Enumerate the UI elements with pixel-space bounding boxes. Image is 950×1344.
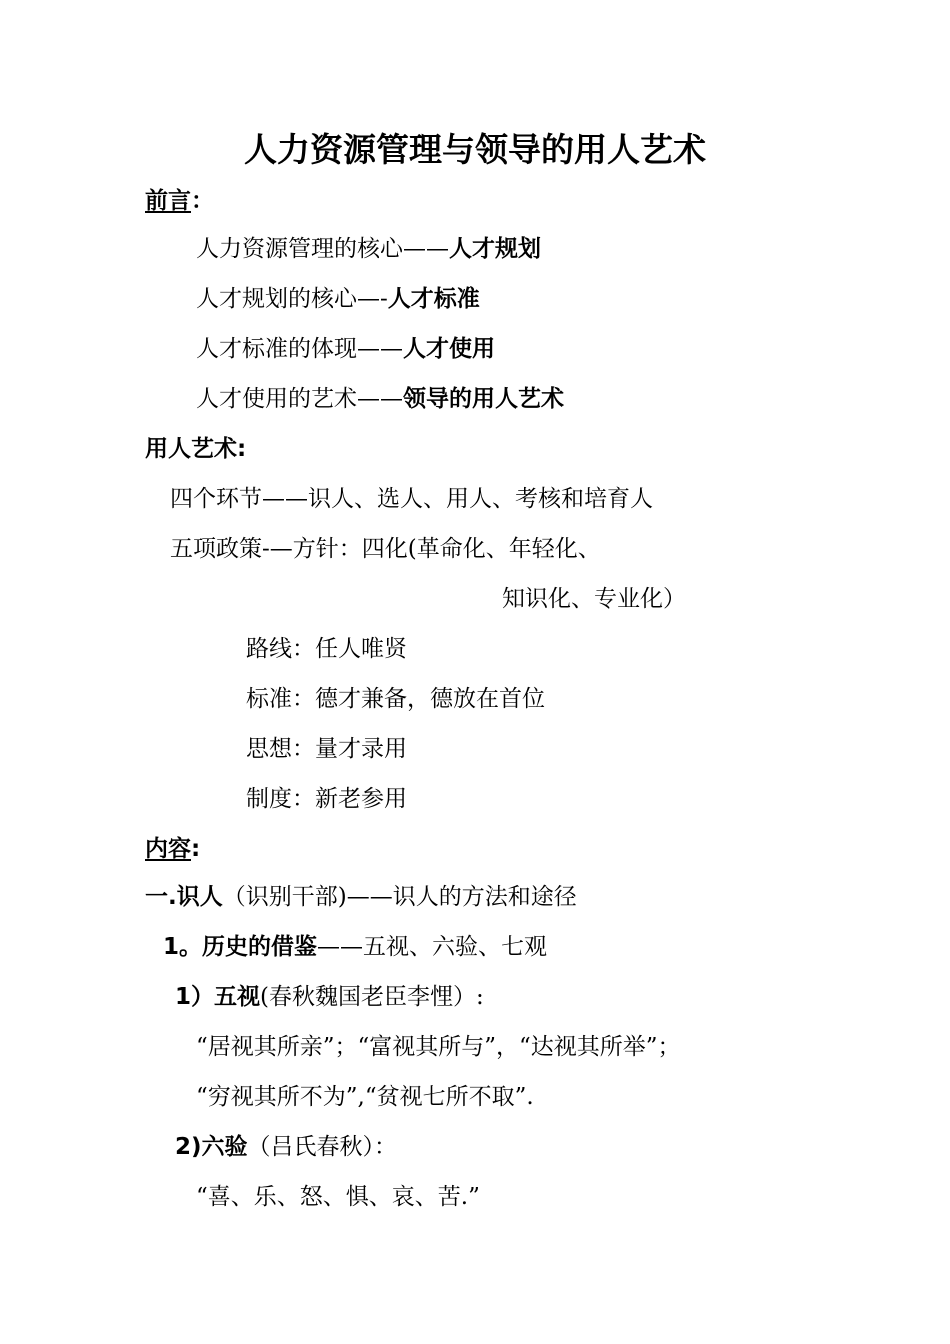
item-1-text: (春秋魏国老臣李悝）:	[260, 984, 484, 1010]
preface-line-bold: 人才使用	[403, 336, 495, 362]
content-heading-colon: :	[191, 836, 201, 862]
preface-line-2	[196, 284, 480, 314]
art-heading: 用人艺术:	[145, 436, 247, 462]
section-1-heading	[145, 882, 577, 912]
item-2-label: 2)六验	[175, 1134, 248, 1160]
preface-line-text: 人力资源管理的核心——	[196, 236, 449, 262]
preface-line-text: 人才使用的艺术——	[196, 386, 403, 412]
preface-line-bold: 人才标准	[387, 286, 480, 312]
subsection-1-text: ——五视、六验、七观	[317, 934, 548, 960]
section-1-label: 一.识人	[145, 884, 223, 910]
content-heading-text: 内容	[145, 836, 191, 862]
page-title: 人力资源管理与领导的用人艺术	[244, 130, 706, 169]
item-1-heading	[175, 982, 484, 1012]
preface-line-1	[196, 234, 541, 264]
section-1-text: （识别干部)——识人的方法和途径	[222, 884, 577, 910]
subsection-1-label: 1。历史的借鉴	[163, 934, 318, 960]
preface-line-bold: 人才规划	[449, 236, 541, 262]
preface-line-text: 人才规划的核心—-	[196, 286, 388, 312]
subsection-1-heading	[163, 932, 547, 962]
item-1-line-2: “穷视其所不为”,“贫视七所不取”.	[196, 1084, 534, 1110]
preface-line-text: 人才标准的体现——	[196, 336, 403, 362]
preface-heading-colon: ：	[191, 188, 214, 214]
art-line-6: 思想：量才录用	[246, 736, 407, 762]
preface-heading-text: 前言	[145, 188, 191, 214]
item-1-label: 1）五视	[175, 984, 261, 1010]
content-heading	[145, 834, 200, 864]
item-1-line-1: “居视其所亲”；“富视其所与”，“达视其所举”；	[196, 1034, 681, 1060]
preface-line-bold: 领导的用人艺术	[403, 386, 564, 412]
item-2-heading	[175, 1132, 397, 1162]
preface-line-3	[196, 334, 495, 364]
preface-line-4	[196, 384, 564, 414]
art-line-7: 制度：新老参用	[246, 786, 407, 812]
art-line-4: 路线：任人唯贤	[246, 636, 407, 662]
art-line-3: 知识化、专业化）	[502, 586, 686, 612]
art-line-5: 标准：德才兼备，德放在首位	[246, 686, 545, 712]
item-2-text: （吕氏春秋）：	[247, 1134, 398, 1160]
preface-heading	[145, 186, 214, 216]
art-line-2: 五项政策-—方针：四化(革命化、年轻化、	[170, 536, 601, 562]
item-2-line-1: “喜、乐、怒、惧、哀、苦.”	[196, 1184, 480, 1210]
art-line-1: 四个环节——识人、选人、用人、考核和培育人	[170, 486, 653, 512]
